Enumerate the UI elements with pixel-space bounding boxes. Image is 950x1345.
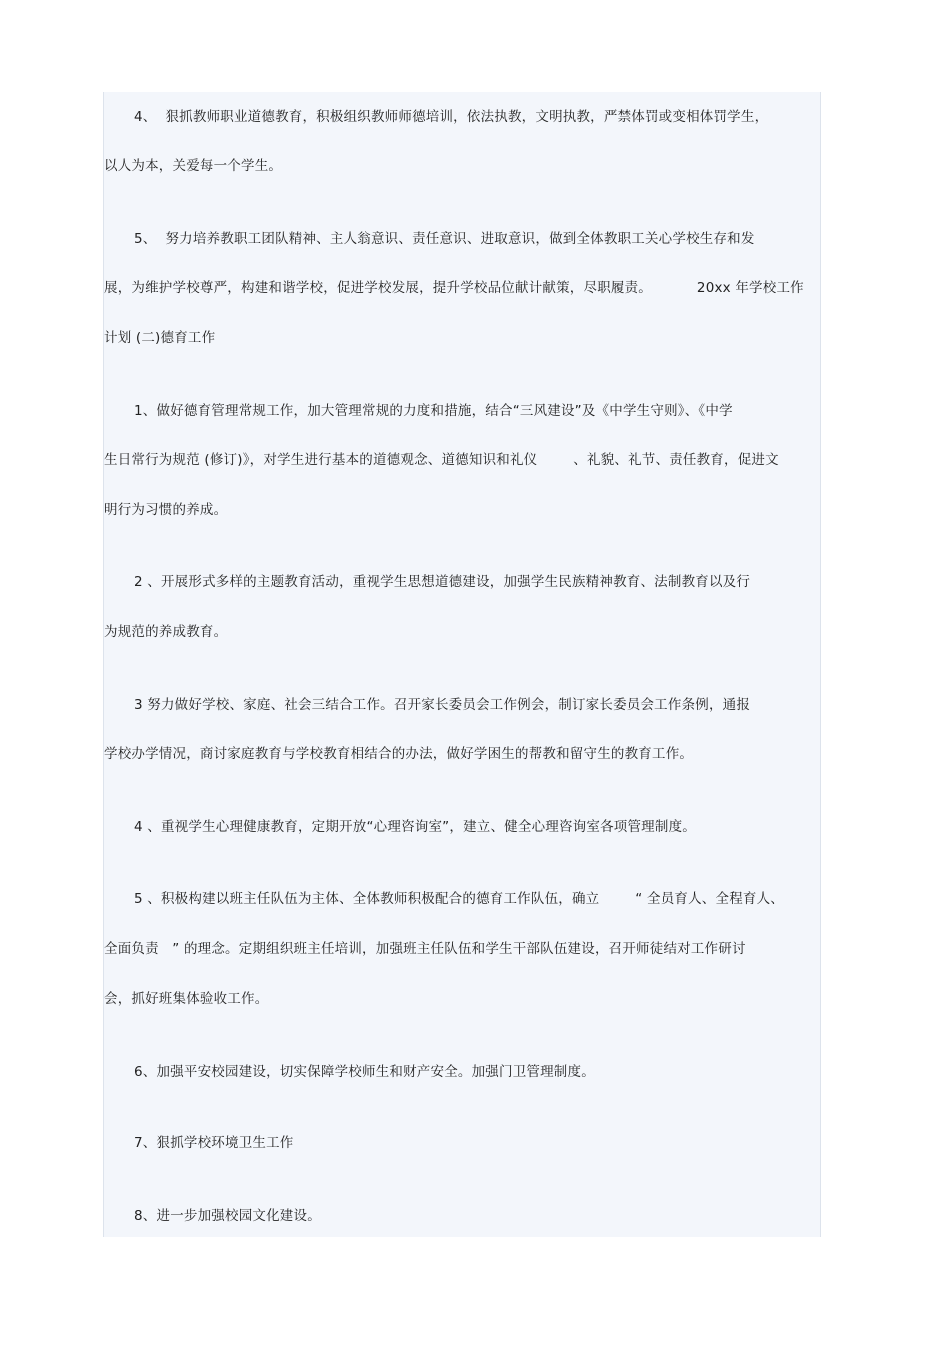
item-3-line-1: 3 努力做好学校、家庭、社会三结合工作。召开家长委员会工作例会，制订家长委员会工作条例，通报 <box>134 697 751 713</box>
paragraph-5-line-1: 5、 努力培养教职工团队精神、主人翁意识、责任意识、进取意识，做到全体教职工关心学校生存和发 <box>134 231 755 247</box>
item-8-line-1: 8、进一步加强校园文化建设。 <box>134 1208 321 1224</box>
item-1-line-1: 1、做好德育管理常规工作，加大管理常规的力度和措施，结合“三风建设”及《中学生守则》、《中学 <box>134 403 733 419</box>
item-5-line-2: 全面负责 ” 的理念。定期组织班主任培训，加强班主任队伍和学生干部队伍建设，召开师徒结对工作研讨 <box>104 941 746 957</box>
item-1-line-3: 明行为习惯的养成。 <box>104 502 228 518</box>
paragraph-4-line-1: 4、 狠抓教师职业道德教育，积极组织教师师德培训，依法执教，文明执教，严禁体罚或变相体罚学生， <box>134 109 769 125</box>
item-5-line-1: 5 、积极构建以班主任队伍为主体、全体教师积极配合的德育工作队伍，确立 “ 全员育人、全程育人、 <box>134 891 784 907</box>
paragraph-5-line-2: 展，为维护学校尊严，构建和谐学校，促进学校发展，提升学校品位献计献策，尽职履责。 20xx 年学校工作 <box>104 280 804 296</box>
item-7-line-1: 7、狠抓学校环境卫生工作 <box>134 1135 294 1151</box>
item-4-line-1: 4 、重视学生心理健康教育，定期开放“心理咨询室”，建立、健全心理咨询室各项管理制度。 <box>134 819 696 835</box>
paragraph-4-line-2: 以人为本，关爱每一个学生。 <box>104 158 283 174</box>
item-2-line-1: 2 、开展形式多样的主题教育活动，重视学生思想道德建设，加强学生民族精神教育、法制教育以及行 <box>134 574 751 590</box>
item-1-line-2: 生日常行为规范 (修订)》，对学生进行基本的道德观念、道德知识和礼仪 、礼貌、礼节、责任教育，促进文 <box>104 452 779 468</box>
section-heading: 计划 (二)德育工作 <box>104 330 216 346</box>
item-5-line-3: 会，抓好班集体验收工作。 <box>104 991 269 1007</box>
item-6-line-1: 6、加强平安校园建设，切实保障学校师生和财产安全。加强门卫管理制度。 <box>134 1064 595 1080</box>
item-3-line-2: 学校办学情况，商讨家庭教育与学校教育相结合的办法，做好学困生的帮教和留守生的教育工作。 <box>104 746 694 762</box>
item-2-line-2: 为规范的养成教育。 <box>104 624 228 640</box>
